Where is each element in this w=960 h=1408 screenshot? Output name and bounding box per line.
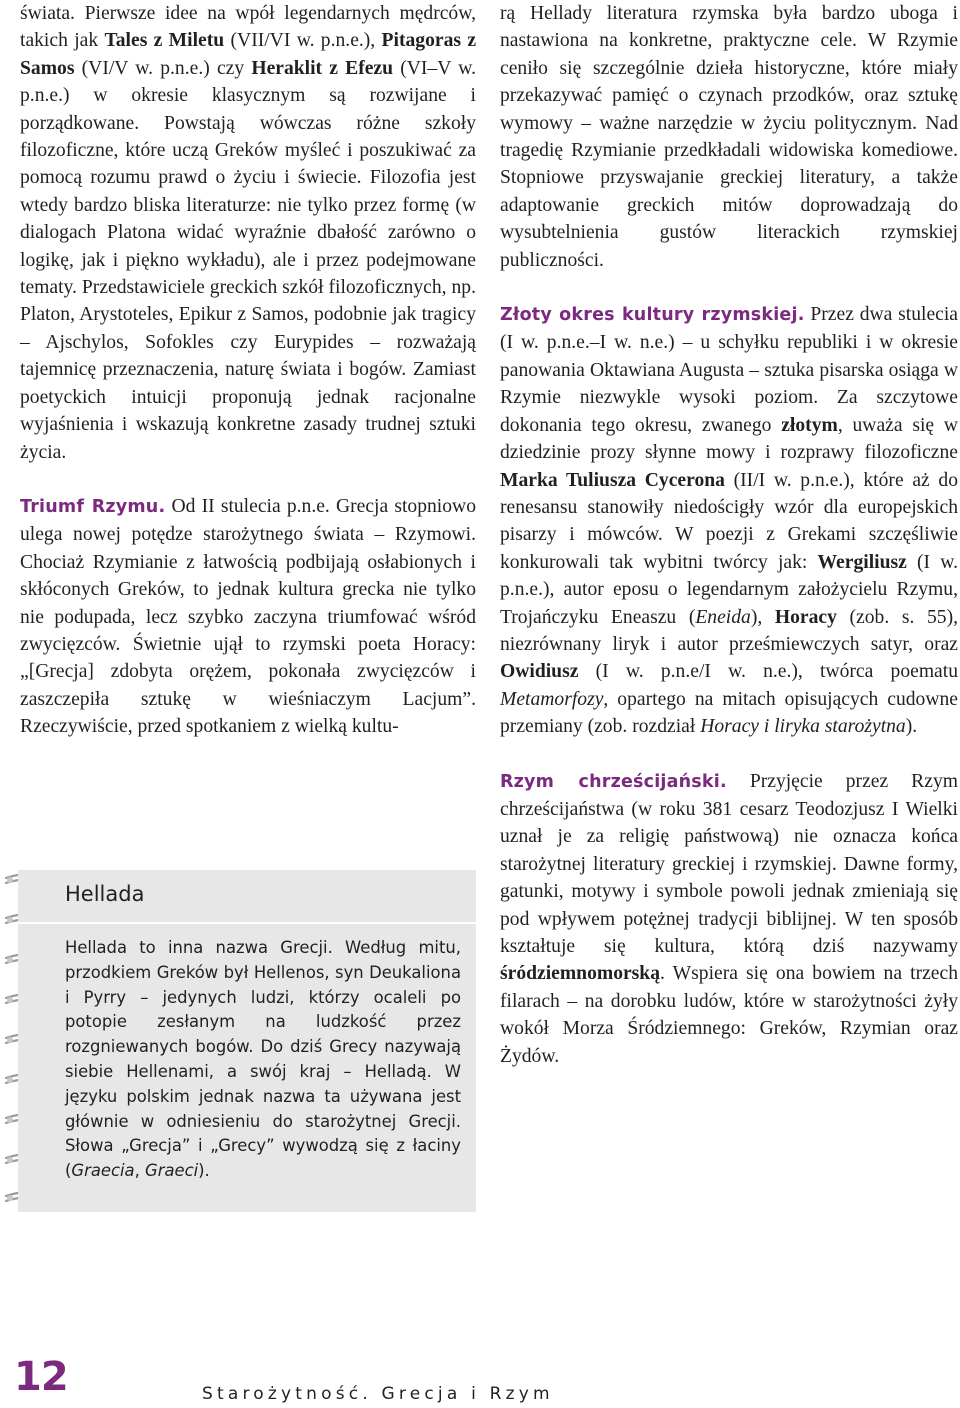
text-run: ).: [905, 716, 918, 738]
paragraph-rzym-chrzescijanski: [500, 768, 958, 1070]
section-heading-zloty-okres: Złoty okres kultury rzymskiej.: [500, 305, 805, 326]
paragraph-roman-literature: rą Hellady literatura rzymska była bardzo uboga i nastawiona na konkretne, praktyczne cele. W Rzymie ceniło się szczególnie dzieła historyczne, które miały przekazywać pamięć o czynach przodków, oraz sztukę wymowy – ważne narzędzie w życiu politycznym. Nad tragedię Rzymianie przedkładali widowiska komediowe. Stopniowe przyswajanie greckiej literatury, a także adaptowanie greckich mitów doprowadzają do wysubtelnienia gustów literackich rzymskiej publiczności.: [500, 3, 958, 271]
sidebar-title: Hellada: [65, 882, 145, 906]
sidebar-text: [65, 936, 461, 1184]
name-cyceron: Marka Tuliusza Cycerona: [500, 469, 725, 491]
text-run: świata. Pierwsze idee na wpół legendarnych mędrców, takich jak: [20, 3, 476, 52]
text-run: ).: [198, 1161, 210, 1181]
latin-term: Graeci: [145, 1161, 199, 1181]
text-run: Przez dwa stulecia (I w. p.n.e.–I w. n.e.) – u schyłku republiki i w okresie panowania Oktawiana Augusta – sztuka pisarska osiąga w Rzymie niezwykle wysoki poziom. Za szczytowe dokonania tego okresu, zwanego: [500, 304, 958, 436]
text-run: , opartego na mitach opisujących cudowne przemiany (zob. rozdział: [500, 688, 958, 738]
text-run: (I w. p.n.e/I w. n.e.), twórca poematu: [578, 661, 958, 683]
left-column: [20, 0, 476, 741]
name-tales: Tales z Miletu: [104, 30, 225, 52]
page-number: 12: [14, 1354, 68, 1400]
text-run: , uważa się w dziedzinie prozy słynne mowy i rozprawy filozoficzne: [500, 414, 959, 464]
section-heading-triumf-rzymu: Triumf Rzymu.: [20, 496, 166, 517]
name-horacy: Horacy: [774, 606, 837, 628]
text-run: Przyjęcie przez Rzym chrześcijaństwa (w roku 381 cesarz Teodozjusz I Wielki uznał je za religię państwową) nie oznacza końca starożytnej literatury greckiej i rzymskiej. Dawne formy, gatunki, motywy i symbole powoli jednak zmieniają się pod wpływem potężnej tradycji biblijnej. W ten sposób kształtuje się kultura, którą dziś nazywamy: [500, 770, 958, 957]
chapter-reference: Horacy i liryka starożytna: [700, 716, 906, 738]
name-wergiliusz: Wergiliusz: [817, 551, 907, 573]
title-metamorfozy: Metamorfozy: [500, 688, 604, 710]
paragraph-greek-philosophy: [20, 0, 476, 466]
text-run: (VI–V w. p.n.e.) w okresie klasycznym są rozwijane i porządkowane. Powstają wówczas różne szkoły filozoficzne, które uczą Greków myśleć i poszukiwać za pomocą rozumu prawd o życiu i świecie. Filozofia jest wtedy bardzo bliska literaturze: nie tylko przez formę (w dialogach Platona widać wyraźnie dbałość zarówno o logikę, jak i piękno wykładu), ale i przez podejmowane tematy. Przedstawiciele greckich szkół filozoficznych, np. Platon, Arystoteles, Epikur z Samos, podobnie jak tragicy – Ajschylos, Sofokles czy Eurypides – rozważają tajemnicę przeznaczenia, naturę świata i bogów. Zamiast poetyckich intuicji proponują jednak racjonalne wyjaśnienia i wskazują konkretne zasady trudnej sztuki życia.: [20, 57, 476, 463]
name-pitagoras: Pitagoras z Samos: [20, 30, 477, 79]
name-heraklit: Heraklit z Efezu: [251, 57, 394, 79]
text-run: (II/I w. p.n.e.), które aż do renesansu stanowiły niedościgły wzór dla europejskich pisarzy i mówców. W poezji z Grekami szczęśliwie konkurowali tak wybitni twórcy jak:: [500, 469, 958, 573]
text-run: (VII/VI w. p.n.e.),: [224, 30, 382, 52]
text-run: . Wspiera się ona bowiem na trzech filarach – na dorobku ludów, które w starożytności żyły wokół Morza Śródziemnego: Greków, Rzymian oraz Żydów.: [500, 963, 958, 1067]
sidebar-divider: [18, 922, 476, 924]
title-eneida: Eneida: [695, 606, 751, 628]
latin-term: Graecia: [71, 1161, 135, 1181]
text-run: (VI/V w. p.n.e.) czy: [74, 57, 252, 79]
text-run: Od II stulecia p.n.e. Grecja stopniowo ulega nowej potędze starożytnego świata – Rzymowi. Chociaż Rzymianie z łatwością podbijają osłabionych i skłóconych Greków, to jednak kultura grecka nie tylko nie podupada, lecz szybko zaczyna triumfować wśród zwycięzców. Świetnie ujął to rzymski poeta Horacy: „[Grecja] zdobyta orężem, pokonała zwycięzców i zaszczepiła sztukę w wieśniaczym Lacjum”. Rzeczywiście, przed spotkaniem z wielką kultu-: [20, 495, 476, 738]
right-column: [500, 0, 958, 1070]
text-run: ),: [750, 606, 775, 628]
paragraph-triumf-rzymu: [20, 493, 476, 741]
paragraph-zloty-okres: [500, 301, 958, 741]
name-owidiusz: Owidiusz: [500, 661, 579, 683]
text-run: (I w. p.n.e.), autor eposu o legendarnym założycielu Rzymu, Trojańczyku Eneaszu (: [500, 551, 958, 628]
text-run: ,: [134, 1161, 146, 1181]
running-footer: Starożytność. Grecja i Rzym: [202, 1384, 554, 1404]
text-run: Hellada to inna nazwa Grecji. Według mitu, przodkiem Greków był Hellenos, syn Deukaliona i Pyrry – jedynych ludzi, którzy ocaleli po potopie zesłanym na ludzkość przez rozgniewanych bogów. Do dziś Grecy nazywają siebie Hellenami, a swój kraj – Helladą. W języku polskim jednak nazwa ta używana jest głównie w odniesieniu do starożytnej Grecji. Słowa „Grecja” i „Grecy” wywodzą się z łaciny (: [65, 938, 461, 1181]
text-run: (zob. s. 55), niezrównany liryk i autor prześmiewczych satyr, oraz: [500, 606, 959, 655]
term-zlotym: złotym: [781, 414, 838, 436]
term-srodziemnomorska: śródziemnomorską: [500, 963, 661, 985]
section-heading-rzym-chrzescijanski: Rzym chrześcijański.: [500, 771, 727, 792]
sidebar-hellada: [18, 870, 476, 1212]
